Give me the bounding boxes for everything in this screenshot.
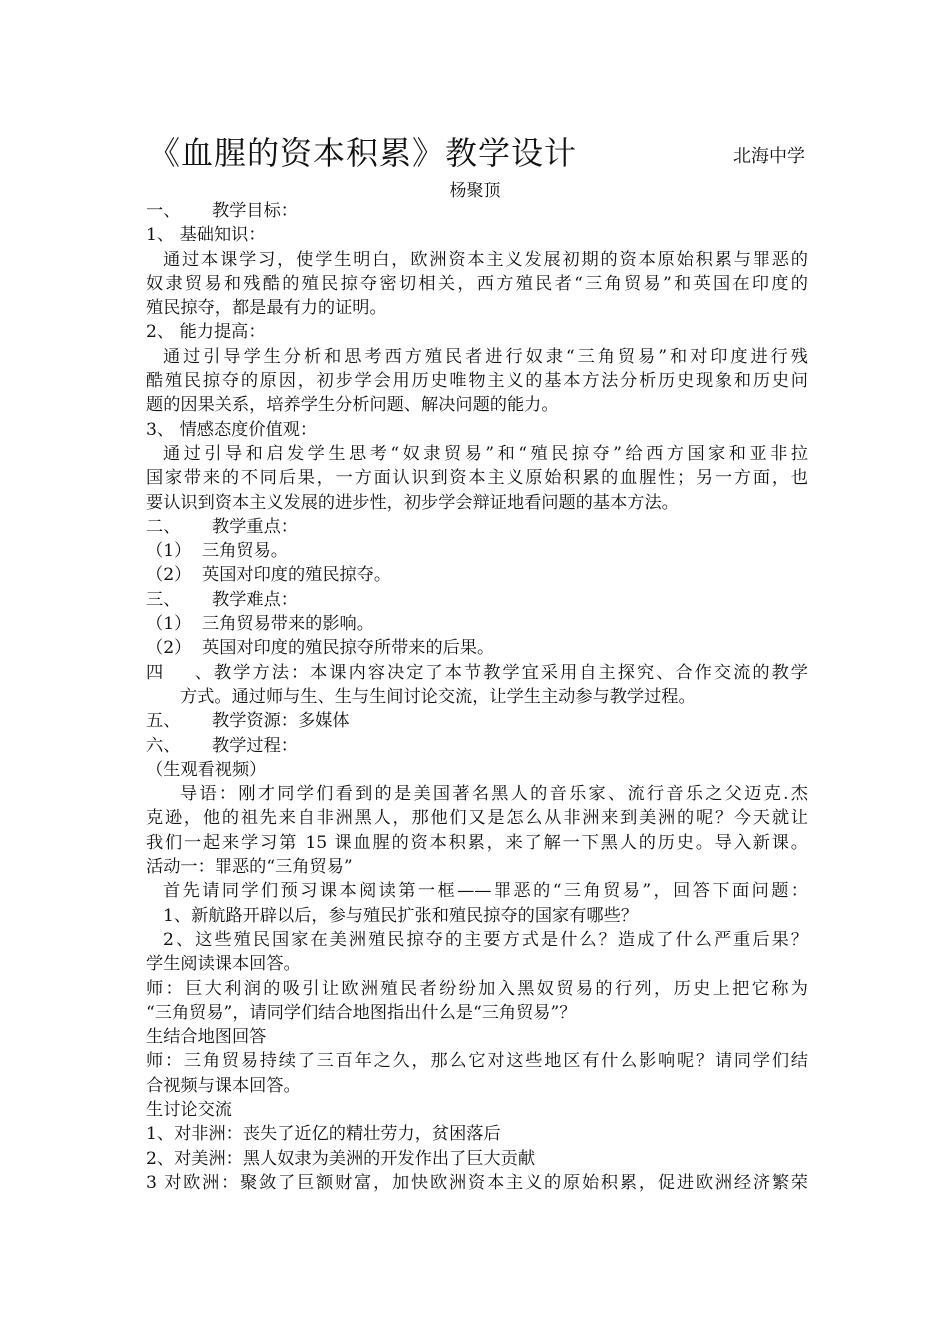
section-heading: 四、教学方法：本课内容决定了本节教学宜采用自主探究、合作交流的教学 xyxy=(146,662,808,683)
question-item: 1、新航路开辟以后，参与殖民扩张和殖民掠夺的国家有哪些？ xyxy=(163,905,639,926)
section-heading: 一、 教学目标： xyxy=(146,201,298,221)
paragraph-line: 通过本课学习，使学生明白，欧洲资本主义发展初期的资本原始积累与罪恶的 xyxy=(163,249,808,270)
section-heading: 二、 教学重点： xyxy=(146,516,298,537)
paragraph-line: 酷殖民掠夺的原因，初步学会用历史唯物主义的基本方法分析历史现象和历史问 xyxy=(146,371,808,392)
list-item: 2、对美洲：黑人奴隶为美洲的开发作出了巨大贡献 xyxy=(146,1148,536,1169)
paragraph-line: 师：三角贸易持续了三百年之久，那么它对这些地区有什么影响呢？请同学们结 xyxy=(146,1051,808,1072)
paragraph-line: 克逊，他的祖先来自非洲黑人，那他们又是怎么从非洲来到美洲的呢？今天就让 xyxy=(146,808,808,829)
paragraph-line: 生结合地图回答 xyxy=(146,1027,267,1048)
paragraph-line: 导语：刚才同学们看到的是美国著名黑人的音乐家、流行音乐之父迈克.杰 xyxy=(180,784,808,805)
section-heading: 三、 教学难点： xyxy=(146,589,298,610)
paragraph-line: （生观看视频） xyxy=(146,759,267,780)
paragraph-line: 殖民掠夺，都是最有力的证明。 xyxy=(146,298,387,319)
school-name: 北海中学 xyxy=(733,146,805,167)
paragraph-line: 师：巨大利润的吸引让欧洲殖民者纷纷加入黑奴贸易的行列，历史上把它称为 xyxy=(146,978,808,999)
activity-heading: 活动一：罪恶的“三角贸易” xyxy=(146,857,353,878)
subsection-heading: 3、 情感态度价值观： xyxy=(146,419,318,440)
paragraph-line: 题的因果关系，培养学生分析问题、解决问题的能力。 xyxy=(146,395,559,416)
list-item: （1） 三角贸易。 xyxy=(146,541,288,562)
paragraph-line: 奴隶贸易和残酷的殖民掠夺密切相关，西方殖民者“三角贸易”和英国在印度的 xyxy=(146,273,808,294)
section-heading: 六、 教学过程： xyxy=(146,735,298,756)
paragraph-line: 通过引导和启发学生思考“奴隶贸易”和“殖民掠夺”给西方国家和亚非拉 xyxy=(163,443,808,464)
document-body xyxy=(146,199,808,1195)
question-item: 2、这些殖民国家在美洲殖民掠夺的主要方式是什么？造成了什么严重后果？ xyxy=(163,929,808,950)
paragraph-line: 合视频与课本回答。 xyxy=(146,1075,301,1096)
paragraph-line: “三角贸易”，请同学们结合地图指出什么是“三角贸易”？ xyxy=(146,1002,577,1023)
list-item: （2） 英国对印度的殖民掠夺。 xyxy=(146,565,392,586)
document-title: 《血腥的资本积累》教学设计 xyxy=(148,134,578,172)
paragraph-line: 学生阅读课本回答。 xyxy=(146,954,301,975)
paragraph-line: 我们一起来学习第 15 课血腥的资本积累，来了解一下黑人的历史。导入新课。 xyxy=(146,832,808,853)
paragraph-line: 生讨论交流 xyxy=(146,1099,232,1120)
list-item: 1、对非洲：丧失了近亿的精壮劳力，贫困落后 xyxy=(146,1124,501,1145)
paragraph-line: 方式。通过师与生、生与生间讨论交流，让学生主动参与教学过程。 xyxy=(180,686,696,707)
paragraph-line: 国家带来的不同后果，一方面认识到资本主义原始积累的血腥性；另一方面，也 xyxy=(146,468,808,489)
paragraph-line: 通过引导学生分析和思考西方殖民者进行奴隶“三角贸易”和对印度进行残 xyxy=(163,346,808,367)
subsection-heading: 2、 能力提高： xyxy=(146,322,266,343)
paragraph-line: 首先请同学们预习课本阅读第一框——罪恶的“三角贸易”，回答下面问题： xyxy=(163,881,808,902)
list-item: （2） 英国对印度的殖民掠夺所带来的后果。 xyxy=(146,638,495,659)
section-heading: 五、 教学资源：多媒体 xyxy=(146,711,350,732)
author-name: 杨聚顶 xyxy=(449,181,501,201)
paragraph-line: 要认识到资本主义发展的进步性，初步学会辩证地看问题的基本方法。 xyxy=(146,492,679,513)
subsection-heading: 1、 基础知识： xyxy=(146,225,266,246)
list-item: 3 对欧洲：聚敛了巨额财富，加快欧洲资本主义的原始积累，促进欧洲经济繁荣 xyxy=(146,1172,808,1193)
list-item: （1） 三角贸易带来的影响。 xyxy=(146,614,374,635)
